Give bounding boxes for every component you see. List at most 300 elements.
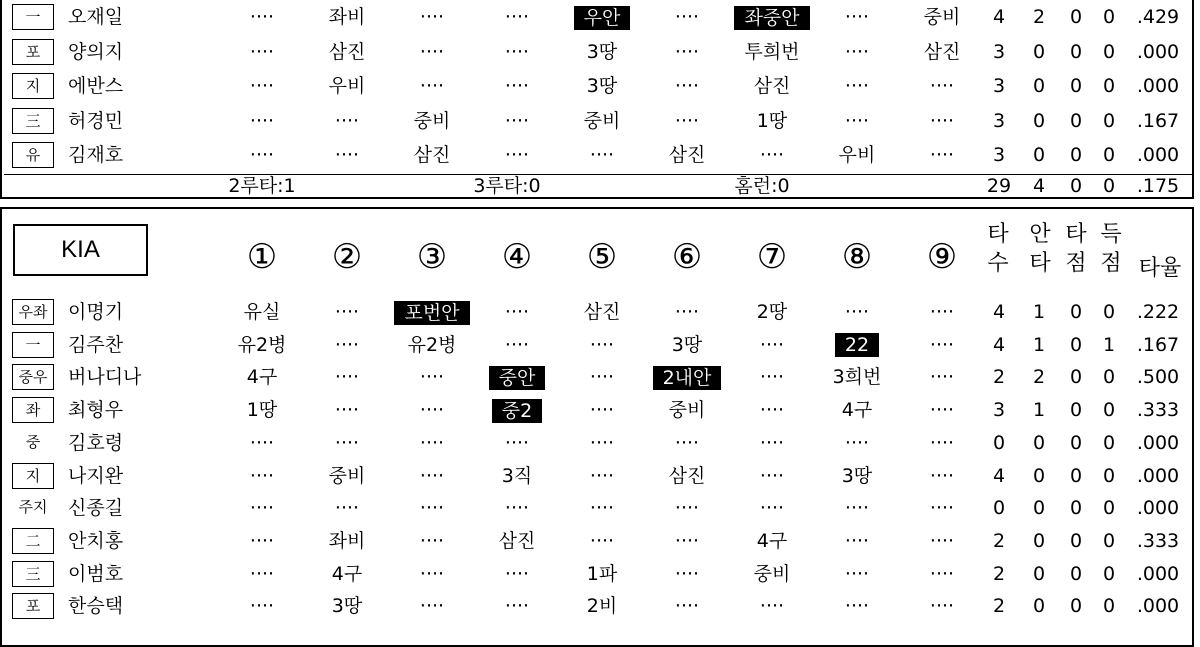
- inning-4-result: [472, 1, 562, 33]
- stat-at-bats: 4: [992, 333, 1006, 356]
- stat-at-bats: 4: [992, 464, 1006, 487]
- stat-rbi: 0: [1069, 40, 1083, 63]
- inning-4-result: [472, 590, 562, 622]
- stat-at-bats: 3: [992, 40, 1006, 63]
- header-hits-bottom: 타: [1029, 251, 1051, 276]
- stat-runs: 0: [1102, 497, 1116, 520]
- inning-1-result: [217, 525, 307, 557]
- stat-rbi: 0: [1069, 301, 1083, 323]
- inning-8-result: [812, 329, 902, 361]
- inning-5-result: [557, 36, 647, 68]
- header-rbi-bottom: 점: [1065, 251, 1087, 276]
- at-bat-result: ····: [419, 40, 445, 63]
- at-bat-result: ····: [589, 464, 615, 487]
- at-bat-result: ····: [419, 464, 445, 487]
- at-bat-result: ····: [419, 497, 445, 520]
- at-bat-result: ····: [589, 144, 615, 166]
- at-bat-result: ····: [419, 595, 445, 618]
- inning-7-header: ⑦: [756, 237, 788, 277]
- inning-3-result: [387, 361, 477, 393]
- at-bat-result: 삼진: [923, 40, 961, 63]
- inning-3-result: [387, 105, 477, 137]
- at-bat-result: 중비: [583, 109, 621, 132]
- at-bat-result: ····: [759, 144, 785, 166]
- stat-hits: 0: [1032, 431, 1046, 454]
- inning-6-result: [642, 329, 732, 361]
- at-bat-result: 우비: [328, 75, 366, 97]
- inning-3-result: [387, 394, 477, 426]
- stat-runs: 0: [1102, 109, 1116, 132]
- player-row: [2, 525, 1196, 557]
- stat-at-bats: 2: [992, 366, 1006, 389]
- stat-runs: 1: [1102, 333, 1116, 356]
- at-bat-result: ····: [334, 366, 360, 389]
- player-name: 나지완: [68, 464, 124, 487]
- position-badge: 一: [12, 332, 54, 358]
- at-bat-result: ····: [504, 497, 530, 520]
- at-bat-result: ····: [844, 497, 870, 520]
- stat-at-bats: 2: [992, 595, 1006, 618]
- at-bat-result: 삼진: [753, 75, 791, 97]
- at-bat-result: ····: [674, 562, 700, 585]
- stat-rbi: 0: [1069, 366, 1083, 389]
- inning-6-result: [642, 525, 732, 557]
- at-bat-result: 3직: [501, 464, 533, 487]
- at-bat-result: ····: [504, 40, 530, 63]
- at-bat-result: ····: [929, 109, 955, 132]
- inning-3-result: [387, 492, 477, 524]
- at-bat-result: 중비: [668, 399, 706, 422]
- inning-7-result: [727, 361, 817, 393]
- inning-4-result: [472, 296, 562, 328]
- stat-runs: 0: [1102, 40, 1116, 63]
- summary-rbi: 0: [1069, 175, 1083, 197]
- inning-8-result: [812, 139, 902, 171]
- stat-runs: 0: [1102, 6, 1116, 28]
- at-bat-result: ····: [674, 75, 700, 97]
- inning-1-result: [217, 492, 307, 524]
- player-name: 최형우: [68, 399, 124, 422]
- stat-average: .333: [1136, 399, 1180, 422]
- at-bat-result: ····: [759, 399, 785, 422]
- at-bat-result: ····: [419, 6, 445, 28]
- player-name: 한승택: [68, 595, 124, 618]
- inning-2-result: [302, 460, 392, 492]
- stat-hits: 0: [1032, 562, 1046, 585]
- player-row: [2, 296, 1196, 328]
- inning-4-result: [472, 558, 562, 590]
- at-bat-result: ····: [334, 497, 360, 520]
- inning-7-result: [727, 139, 817, 171]
- inning-8-result: [812, 394, 902, 426]
- player-name: 안치홍: [68, 529, 124, 552]
- inning-5-result: [557, 70, 647, 102]
- stat-average: .167: [1136, 109, 1180, 132]
- player-row: [2, 329, 1196, 361]
- inning-1-result: [217, 427, 307, 459]
- at-bat-result: ····: [589, 399, 615, 422]
- at-bat-result: 3땅: [671, 333, 703, 356]
- player-name: 에반스: [68, 75, 124, 97]
- inning-7-result: [727, 1, 817, 33]
- inning-5-result: [557, 361, 647, 393]
- at-bat-result: 유2병: [407, 333, 457, 356]
- inning-9-result: [897, 70, 987, 102]
- stat-rbi: 0: [1069, 595, 1083, 618]
- stat-rbi: 0: [1069, 497, 1083, 520]
- player-row: [2, 36, 1196, 68]
- inning-8-result: [812, 492, 902, 524]
- stat-runs: 0: [1102, 366, 1116, 389]
- inning-9-result: [897, 460, 987, 492]
- stat-rbi: 0: [1069, 399, 1083, 422]
- stat-at-bats: 3: [992, 75, 1006, 97]
- inning-5-result: [557, 525, 647, 557]
- stat-average: .000: [1136, 497, 1180, 520]
- at-bat-result: ····: [759, 366, 785, 389]
- stat-runs: 0: [1102, 529, 1116, 552]
- inning-7-result: [727, 558, 817, 590]
- stat-rbi: 0: [1069, 562, 1083, 585]
- stat-hits: 2: [1032, 6, 1046, 28]
- at-bat-result: 3희번: [832, 366, 882, 389]
- at-bat-result: ····: [504, 431, 530, 454]
- at-bat-result: ····: [844, 301, 870, 323]
- inning-6-result: [642, 558, 732, 590]
- at-bat-result: ····: [249, 109, 275, 132]
- inning-4-result: [472, 139, 562, 171]
- at-bat-result: ····: [844, 75, 870, 97]
- at-bat-result: ····: [249, 431, 275, 454]
- at-bat-result: ····: [929, 595, 955, 618]
- stat-at-bats: 0: [992, 431, 1006, 454]
- inning-5-header: ⑤: [586, 237, 618, 277]
- inning-3-result: [387, 70, 477, 102]
- inning-6-result: [642, 361, 732, 393]
- inning-1-result: [217, 36, 307, 68]
- inning-8-header: ⑧: [841, 237, 873, 277]
- position-badge: 一: [12, 4, 54, 30]
- at-bat-result: 삼진: [498, 529, 536, 552]
- stat-rbi: 0: [1069, 464, 1083, 487]
- at-bat-result: ····: [674, 109, 700, 132]
- inning-3-result: [387, 139, 477, 171]
- inning-7-result: [727, 70, 817, 102]
- at-bat-result: 삼진: [668, 144, 706, 166]
- inning-6-result: [642, 70, 732, 102]
- inning-6-result: [642, 36, 732, 68]
- inning-8-result: [812, 1, 902, 33]
- inning-2-result: [302, 105, 392, 137]
- summary-triples: 3루타:0: [473, 175, 541, 197]
- stat-at-bats: 0: [992, 497, 1006, 520]
- inning-4-result: [472, 105, 562, 137]
- stat-average: .167: [1136, 333, 1180, 356]
- position-badge: 지: [12, 463, 54, 489]
- header-runs-bottom: 점: [1100, 251, 1122, 276]
- top-team-summary-row: [2, 170, 1196, 202]
- inning-8-result: [812, 70, 902, 102]
- inning-3-result: [387, 590, 477, 622]
- player-name: 이범호: [68, 562, 124, 585]
- at-bat-result: ····: [674, 40, 700, 63]
- stat-hits: 0: [1032, 529, 1046, 552]
- inning-4-result: [472, 460, 562, 492]
- inning-5-result: [557, 329, 647, 361]
- summary-doubles: 2루타:1: [228, 175, 296, 197]
- inning-6-header: ⑥: [671, 237, 703, 277]
- stat-average: .000: [1136, 431, 1180, 454]
- inning-6-result: [642, 296, 732, 328]
- hit-result-highlight: 우안: [574, 6, 631, 30]
- stat-hits: 0: [1032, 144, 1046, 166]
- stat-hits: 1: [1032, 301, 1046, 323]
- at-bat-result: ····: [504, 109, 530, 132]
- inning-5-result: [557, 1, 647, 33]
- hit-result-highlight: 포번안: [394, 301, 469, 325]
- inning-4-result: [472, 394, 562, 426]
- inning-9-result: [897, 1, 987, 33]
- inning-9-result: [897, 36, 987, 68]
- player-row: [2, 361, 1196, 393]
- at-bat-result: ····: [334, 399, 360, 422]
- at-bat-result: ····: [929, 144, 955, 166]
- at-bat-result: ····: [334, 431, 360, 454]
- stat-rbi: 0: [1069, 529, 1083, 552]
- at-bat-result: ····: [249, 144, 275, 166]
- at-bat-result: 우비: [838, 144, 876, 166]
- team-name-box: KIA: [13, 224, 148, 276]
- at-bat-result: ····: [674, 431, 700, 454]
- summary-homeruns: 홈런:0: [734, 175, 790, 197]
- at-bat-result: ····: [249, 464, 275, 487]
- at-bat-result: ····: [419, 399, 445, 422]
- inning-4-result: [472, 70, 562, 102]
- inning-2-result: [302, 329, 392, 361]
- at-bat-result: ····: [419, 562, 445, 585]
- at-bat-result: ····: [844, 595, 870, 618]
- inning-6-result: [642, 105, 732, 137]
- at-bat-result: ····: [589, 497, 615, 520]
- stat-runs: 0: [1102, 301, 1116, 323]
- header-rbi-top: 타: [1065, 222, 1087, 247]
- at-bat-result: ····: [589, 333, 615, 356]
- at-bat-result: 2비: [586, 595, 618, 618]
- stat-at-bats: 3: [992, 144, 1006, 166]
- stat-at-bats: 4: [992, 301, 1006, 323]
- inning-5-result: [557, 394, 647, 426]
- stat-rbi: 0: [1069, 109, 1083, 132]
- at-bat-result: ····: [504, 6, 530, 28]
- at-bat-result: ····: [249, 595, 275, 618]
- inning-6-result: [642, 394, 732, 426]
- player-name: 양의지: [68, 40, 124, 63]
- inning-9-result: [897, 329, 987, 361]
- inning-1-header: ①: [246, 237, 278, 277]
- inning-3-result: [387, 296, 477, 328]
- stat-hits: 2: [1032, 366, 1046, 389]
- inning-2-result: [302, 525, 392, 557]
- inning-3-result: [387, 36, 477, 68]
- stat-hits: 0: [1032, 464, 1046, 487]
- inning-7-result: [727, 329, 817, 361]
- at-bat-result: 4구: [331, 562, 363, 585]
- inning-1-result: [217, 296, 307, 328]
- inning-7-result: [727, 296, 817, 328]
- header-hits-top: 안: [1029, 222, 1051, 247]
- position-badge: 포: [12, 39, 54, 65]
- position-badge: 포: [12, 593, 54, 619]
- at-bat-result: 중비: [328, 464, 366, 487]
- stat-average: .000: [1136, 75, 1180, 97]
- at-bat-result: ····: [419, 75, 445, 97]
- player-name: 허경민: [68, 109, 124, 132]
- stat-hits: 1: [1032, 399, 1046, 422]
- inning-5-result: [557, 590, 647, 622]
- inning-4-result: [472, 329, 562, 361]
- stat-runs: 0: [1102, 562, 1116, 585]
- inning-8-result: [812, 296, 902, 328]
- header-at-bats-bottom: 수: [987, 251, 1009, 276]
- player-name: 오재일: [68, 6, 124, 28]
- player-name: 신종길: [68, 497, 124, 520]
- at-bat-result: ····: [844, 529, 870, 552]
- at-bat-result: 1파: [586, 562, 618, 585]
- at-bat-result: 삼진: [413, 144, 451, 166]
- stat-hits: 0: [1032, 109, 1046, 132]
- inning-6-result: [642, 139, 732, 171]
- inning-2-result: [302, 296, 392, 328]
- player-row: [2, 105, 1196, 137]
- at-bat-result: 3땅: [586, 40, 618, 63]
- inning-6-result: [642, 590, 732, 622]
- inning-6-result: [642, 460, 732, 492]
- inning-1-result: [217, 558, 307, 590]
- player-name: 이명기: [68, 301, 124, 323]
- position-badge: 지: [12, 73, 54, 99]
- stat-average: .000: [1136, 562, 1180, 585]
- inning-6-result: [642, 1, 732, 33]
- at-bat-result: 중비: [923, 6, 961, 28]
- inning-2-result: [302, 558, 392, 590]
- inning-3-result: [387, 558, 477, 590]
- at-bat-result: ····: [844, 431, 870, 454]
- summary-at-bats: 29: [986, 175, 1012, 197]
- at-bat-result: ····: [249, 40, 275, 63]
- position-badge: 중: [25, 432, 41, 451]
- at-bat-result: 3땅: [586, 75, 618, 97]
- inning-2-result: [302, 70, 392, 102]
- inning-3-header: ③: [416, 237, 448, 277]
- at-bat-result: 1땅: [756, 109, 788, 132]
- hit-result-highlight: 중2: [492, 399, 542, 423]
- inning-2-result: [302, 492, 392, 524]
- player-name: 김주찬: [68, 333, 124, 356]
- stat-runs: 0: [1102, 431, 1116, 454]
- hit-result-highlight: 좌중안: [734, 6, 809, 30]
- inning-5-result: [557, 296, 647, 328]
- stat-rbi: 0: [1069, 333, 1083, 356]
- inning-1-result: [217, 329, 307, 361]
- inning-5-result: [557, 558, 647, 590]
- at-bat-result: ····: [419, 431, 445, 454]
- stat-average: .500: [1136, 366, 1180, 389]
- stat-runs: 0: [1102, 75, 1116, 97]
- at-bat-result: ····: [334, 109, 360, 132]
- stat-average: .000: [1136, 595, 1180, 618]
- player-row: [2, 427, 1196, 459]
- at-bat-result: ····: [759, 333, 785, 356]
- player-row: [2, 460, 1196, 492]
- at-bat-result: 유실: [243, 301, 281, 323]
- inning-3-result: [387, 1, 477, 33]
- stat-rbi: 0: [1069, 6, 1083, 28]
- at-bat-result: ····: [589, 431, 615, 454]
- inning-8-result: [812, 460, 902, 492]
- position-badge: 三: [12, 561, 54, 587]
- stat-runs: 0: [1102, 144, 1116, 166]
- inning-4-result: [472, 492, 562, 524]
- at-bat-result: 1땅: [246, 399, 278, 422]
- player-name: 김호령: [68, 431, 124, 454]
- inning-8-result: [812, 525, 902, 557]
- inning-2-result: [302, 427, 392, 459]
- at-bat-result: ····: [674, 6, 700, 28]
- player-row: [2, 1, 1196, 33]
- at-bat-result: ····: [589, 529, 615, 552]
- inning-9-result: [897, 590, 987, 622]
- stat-runs: 0: [1102, 464, 1116, 487]
- player-name: 버나디나: [68, 366, 142, 389]
- inning-7-result: [727, 105, 817, 137]
- inning-8-result: [812, 590, 902, 622]
- at-bat-result: ····: [504, 333, 530, 356]
- inning-7-result: [727, 590, 817, 622]
- at-bat-result: ····: [674, 595, 700, 618]
- inning-2-result: [302, 361, 392, 393]
- player-row: [2, 139, 1196, 171]
- inning-4-result: [472, 361, 562, 393]
- header-runs-top: 득: [1100, 222, 1122, 247]
- at-bat-result: 좌비: [328, 529, 366, 552]
- stat-at-bats: 2: [992, 529, 1006, 552]
- at-bat-result: 3땅: [331, 595, 363, 618]
- at-bat-result: ····: [419, 366, 445, 389]
- at-bat-result: ····: [334, 301, 360, 323]
- inning-5-result: [557, 427, 647, 459]
- hit-result-highlight: 22: [835, 333, 879, 357]
- stat-average: .000: [1136, 464, 1180, 487]
- player-name: 김재호: [68, 144, 124, 166]
- inning-9-result: [897, 296, 987, 328]
- inning-9-result: [897, 361, 987, 393]
- inning-7-result: [727, 36, 817, 68]
- at-bat-result: 4구: [756, 529, 788, 552]
- stat-hits: 0: [1032, 40, 1046, 63]
- inning-9-result: [897, 394, 987, 426]
- position-badge: 三: [12, 108, 54, 134]
- inning-2-result: [302, 590, 392, 622]
- stat-at-bats: 3: [992, 109, 1006, 132]
- at-bat-result: ····: [929, 497, 955, 520]
- at-bat-result: ····: [249, 75, 275, 97]
- at-bat-result: ····: [249, 562, 275, 585]
- inning-5-result: [557, 105, 647, 137]
- player-row: [2, 70, 1196, 102]
- inning-4-result: [472, 427, 562, 459]
- at-bat-result: ····: [249, 529, 275, 552]
- at-bat-result: 삼진: [583, 301, 621, 323]
